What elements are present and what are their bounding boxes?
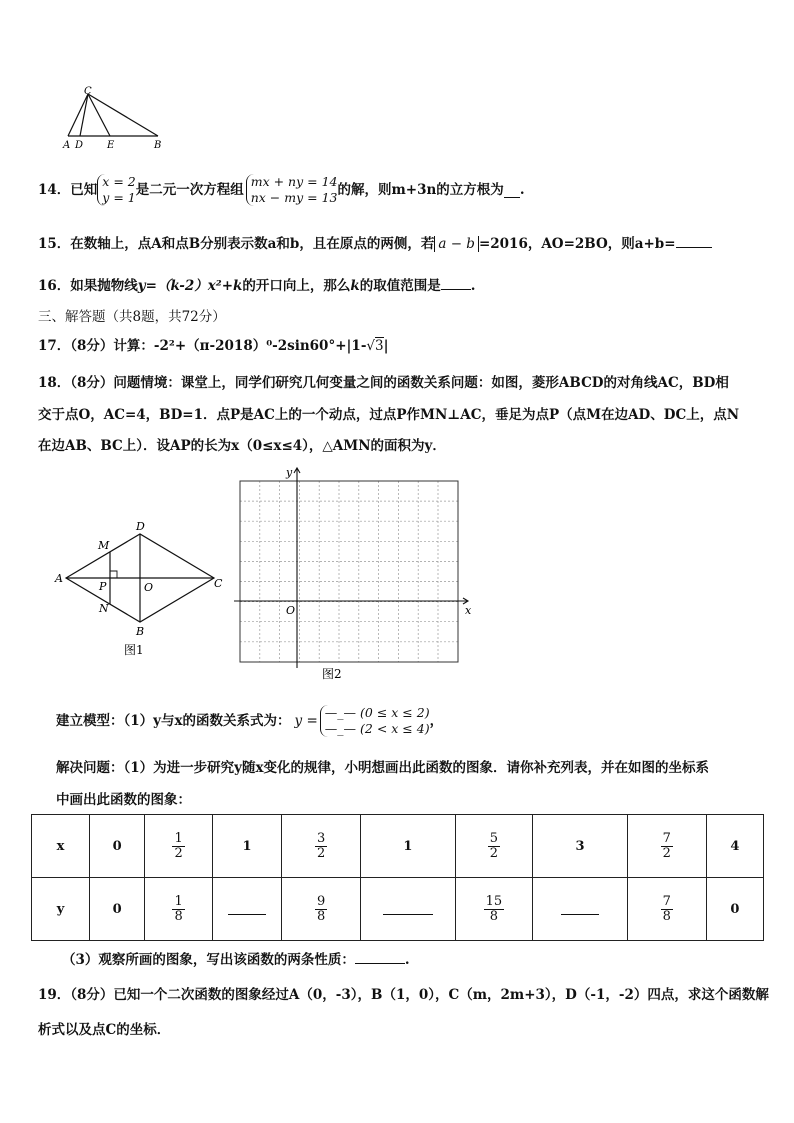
table-x-cell: 1 bbox=[212, 815, 281, 878]
q18-model-label: 建立模型：（1）y与x的函数关系式为： bbox=[56, 713, 291, 729]
table-x-cell: 4 bbox=[706, 815, 763, 878]
grid-lines bbox=[240, 481, 458, 662]
q14-end: . bbox=[519, 182, 525, 198]
question-18-line2: 交于点O，AC=4，BD=1．点P是AC上的一个动点，过点P作MN⊥AC，垂足为点P（点M在边AD、DC上，点N bbox=[38, 407, 740, 423]
fig1-label-p: P bbox=[99, 580, 107, 593]
q14-answer-blank[interactable] bbox=[504, 183, 520, 198]
q17-end: | bbox=[383, 338, 389, 354]
table-y-cell bbox=[145, 878, 213, 941]
q14-solution-system bbox=[97, 174, 135, 206]
q16-answer-blank[interactable] bbox=[441, 275, 471, 290]
q18-case1-cond: (0 ≤ x ≤ 2) bbox=[360, 705, 430, 720]
table-x-cell: 3 bbox=[533, 815, 628, 878]
table-y-answer-blank[interactable] bbox=[228, 900, 266, 915]
q16-post2: 的取值范围是 bbox=[359, 278, 441, 294]
q14-sys2-line2: nx − my = 13 bbox=[250, 190, 338, 205]
q14-mid: 是二元一次方程组 bbox=[135, 182, 244, 198]
table-x-header-cell: x bbox=[32, 815, 90, 878]
table-y-answer-blank[interactable] bbox=[561, 900, 599, 915]
fig1-label-o: O bbox=[144, 581, 154, 594]
q17-sqrt-radicand: 3 bbox=[375, 338, 384, 354]
value-table bbox=[31, 814, 764, 941]
table-row-x bbox=[32, 815, 764, 878]
table-x-fraction: $\frac{3}{2}$ bbox=[317, 830, 326, 861]
q18-model-end: ， bbox=[429, 713, 444, 729]
fig2-label-o: O bbox=[286, 604, 296, 617]
table-x-cell bbox=[282, 815, 361, 878]
q16-post: 的开口向上，那么 bbox=[242, 278, 351, 294]
table-y-header-cell: y bbox=[32, 878, 90, 941]
q18-case1-blank[interactable]: —_— bbox=[324, 705, 357, 720]
question-17 bbox=[38, 337, 389, 355]
table-y-fraction: $\frac{1}{8}$ bbox=[174, 893, 183, 924]
q18-observe bbox=[62, 949, 410, 969]
triangle-figure bbox=[60, 86, 170, 152]
q18-case2-cond: (2 < x ≤ 4) bbox=[360, 721, 430, 736]
q18-piecewise bbox=[320, 705, 430, 737]
fig1-label-m: M bbox=[98, 539, 110, 552]
table-x-cell bbox=[627, 815, 706, 878]
question-18-line3: 在边AB、BC上）．设AP的长为x（0≤x≤4），△AMN的面积为y． bbox=[38, 438, 446, 454]
label-b: B bbox=[154, 140, 162, 151]
fig1-label-d: D bbox=[136, 520, 145, 533]
q14-sys1-line2: y = 1 bbox=[102, 190, 136, 205]
label-d: D bbox=[75, 140, 84, 151]
q16-end: . bbox=[470, 278, 476, 294]
table-y-cell[interactable] bbox=[533, 878, 628, 941]
coordinate-grid-figure bbox=[230, 464, 480, 684]
q15-answer-blank[interactable] bbox=[676, 233, 712, 248]
q15-abs-expr: a − b bbox=[438, 236, 475, 252]
table-y-cell: 0 bbox=[90, 878, 145, 941]
question-14 bbox=[38, 168, 525, 212]
table-x-cell bbox=[145, 815, 213, 878]
fig1-label-a: A bbox=[55, 572, 63, 585]
q14-sys1-line1: x = 2 bbox=[102, 174, 136, 189]
table-x-fraction: $\frac{1}{2}$ bbox=[174, 830, 183, 861]
table-x-cell: 1 bbox=[361, 815, 455, 878]
q15-abs bbox=[434, 236, 479, 252]
table-y-fraction: $\frac{7}{8}$ bbox=[662, 893, 671, 924]
q18-observe-end: . bbox=[404, 952, 410, 968]
table-x-fraction: $\frac{5}{2}$ bbox=[489, 830, 498, 861]
q18-model bbox=[56, 698, 443, 744]
q18-case2-blank[interactable]: —_— bbox=[324, 721, 357, 736]
label-c: C bbox=[84, 86, 92, 97]
label-e: E bbox=[107, 140, 115, 151]
question-19-line1: 19．（8分）已知一个二次函数的图象经过A（0，-3），B（1，0），C（m，2m+3），D（-1，-2）四点，求这个函数解 bbox=[38, 987, 769, 1003]
table-x-cell bbox=[455, 815, 533, 878]
fig2-label-y: y bbox=[286, 466, 293, 479]
q18-model-y: y = bbox=[294, 713, 318, 729]
section-3-heading: 三、解答题（共8题，共72分） bbox=[38, 309, 226, 325]
fig1-caption: 图1 bbox=[124, 643, 144, 657]
table-y-cell[interactable] bbox=[361, 878, 455, 941]
question-18-line1: 18．（8分）问题情境：课堂上，同学们研究几何变量之间的函数关系问题：如图，菱形ABCD的对角线AC，BD相 bbox=[38, 375, 729, 391]
q14-sys2-line1: mx + ny = 14 bbox=[250, 174, 338, 189]
label-a: A bbox=[63, 140, 71, 151]
table-y-cell bbox=[627, 878, 706, 941]
fig1-label-b: B bbox=[136, 625, 145, 638]
q16-k: k bbox=[350, 278, 360, 294]
fig1-label-c: C bbox=[214, 577, 223, 590]
q18-observe-blank[interactable] bbox=[355, 949, 405, 964]
q17-text: 17．（8分）计算：-2²+（π-2018）⁰-2sin60°+|1- bbox=[38, 338, 367, 354]
table-y-cell[interactable] bbox=[212, 878, 281, 941]
fig1-label-n: N bbox=[99, 602, 109, 615]
q16-pre: 16．如果抛物线 bbox=[38, 278, 138, 294]
q14-number: 14．已知 bbox=[38, 182, 98, 198]
q15-pre: 15．在数轴上，点A和点B分别表示数a和b，且在原点的两侧，若 bbox=[38, 236, 435, 252]
table-y-cell bbox=[455, 878, 533, 941]
q17-sqrt: √3 bbox=[366, 338, 384, 354]
table-y-answer-blank[interactable] bbox=[383, 900, 433, 915]
q14-tail: 的解，则m+3n的立方根为 bbox=[337, 182, 504, 198]
fig2-label-x: x bbox=[465, 604, 472, 617]
table-x-cell: 0 bbox=[90, 815, 145, 878]
q14-equation-system bbox=[246, 174, 338, 206]
fig2-caption: 图2 bbox=[322, 667, 342, 681]
table-row-y bbox=[32, 878, 764, 941]
table-y-fraction: $\frac{15}{8}$ bbox=[485, 893, 503, 924]
q16-expr: y=（k-2）x²+k bbox=[137, 278, 243, 294]
table-y-fraction: $\frac{9}{8}$ bbox=[317, 893, 326, 924]
rhombus-figure bbox=[52, 518, 232, 658]
q18-observe-text: （3）观察所画的图象，写出该函数的两条性质： bbox=[62, 952, 355, 968]
question-15 bbox=[38, 233, 712, 253]
table-y-cell bbox=[282, 878, 361, 941]
table-x-fraction: $\frac{7}{2}$ bbox=[662, 830, 671, 861]
table-y-cell: 0 bbox=[706, 878, 763, 941]
question-16 bbox=[38, 275, 475, 295]
q15-post: =2016，AO=2BO，则a+b= bbox=[478, 236, 676, 252]
question-19-line2: 析式以及点C的坐标． bbox=[38, 1022, 171, 1038]
q18-solve-line1: 解决问题：（1）为进一步研究y随x变化的规律，小明想画出此函数的图象．请你补充列表，并在如图的坐标系 bbox=[56, 760, 710, 776]
q18-solve-line2: 中画出此函数的图象： bbox=[56, 792, 191, 808]
